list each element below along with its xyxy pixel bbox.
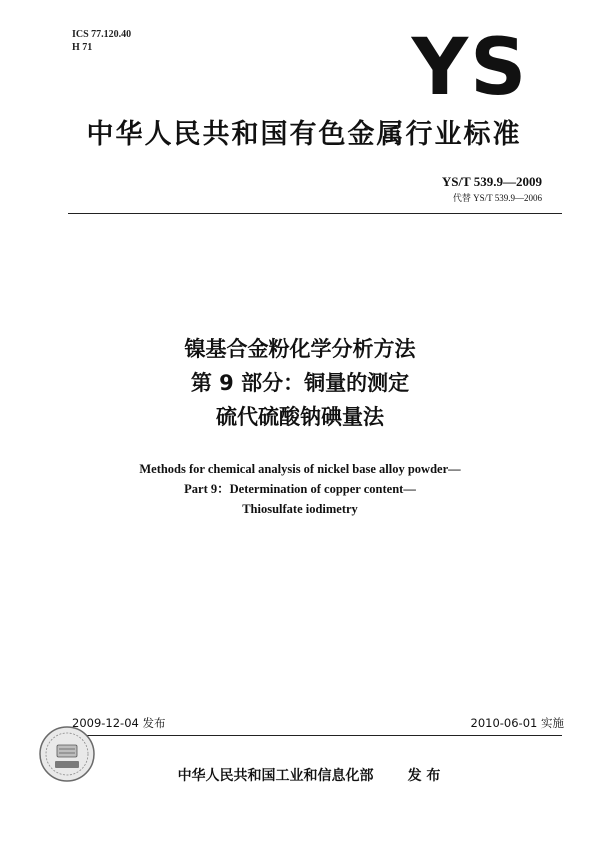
english-title-line-2: Part 9：Determination of copper content— [184,482,416,496]
english-title-line-3: Thiosulfate iodimetry [242,502,358,516]
chinese-title-line-2: 第 9 部分：铜量的测定 [190,371,410,395]
english-title [0,459,600,519]
issue-action: 发 布 [407,768,441,784]
organization-title: 中华人民共和国有色金属行业标准 [86,119,522,150]
standard-number: YS/T 539.9—2009 [441,174,542,189]
chinese-title-line-1: 镍基合金粉化学分析方法 [184,337,416,361]
release-date: 2009-12-04 发布 [72,716,166,730]
issuer-name: 中华人民共和国工业和信息化部 [177,768,374,784]
implementation-date: 2010-06-01 实施 [470,716,564,730]
classification-codes [72,28,131,54]
top-divider [68,213,562,214]
ccs-code: H 71 [72,42,93,53]
ics-code: ICS 77.120.40 [72,29,132,40]
bottom-divider [68,735,562,736]
ys-logo [410,30,530,100]
replaces-standard: 代替 YS/T 539.9—2006 [452,193,542,203]
standard-number-block [442,174,542,204]
chinese-title-line-3: 硫代硫酸钠碘量法 [216,405,384,429]
svg-text:YS: YS [411,30,529,100]
issuing-authority [0,765,600,785]
chinese-title [0,332,600,434]
english-title-line-1: Methods for chemical analysis of nickel base alloy powder— [139,462,461,476]
